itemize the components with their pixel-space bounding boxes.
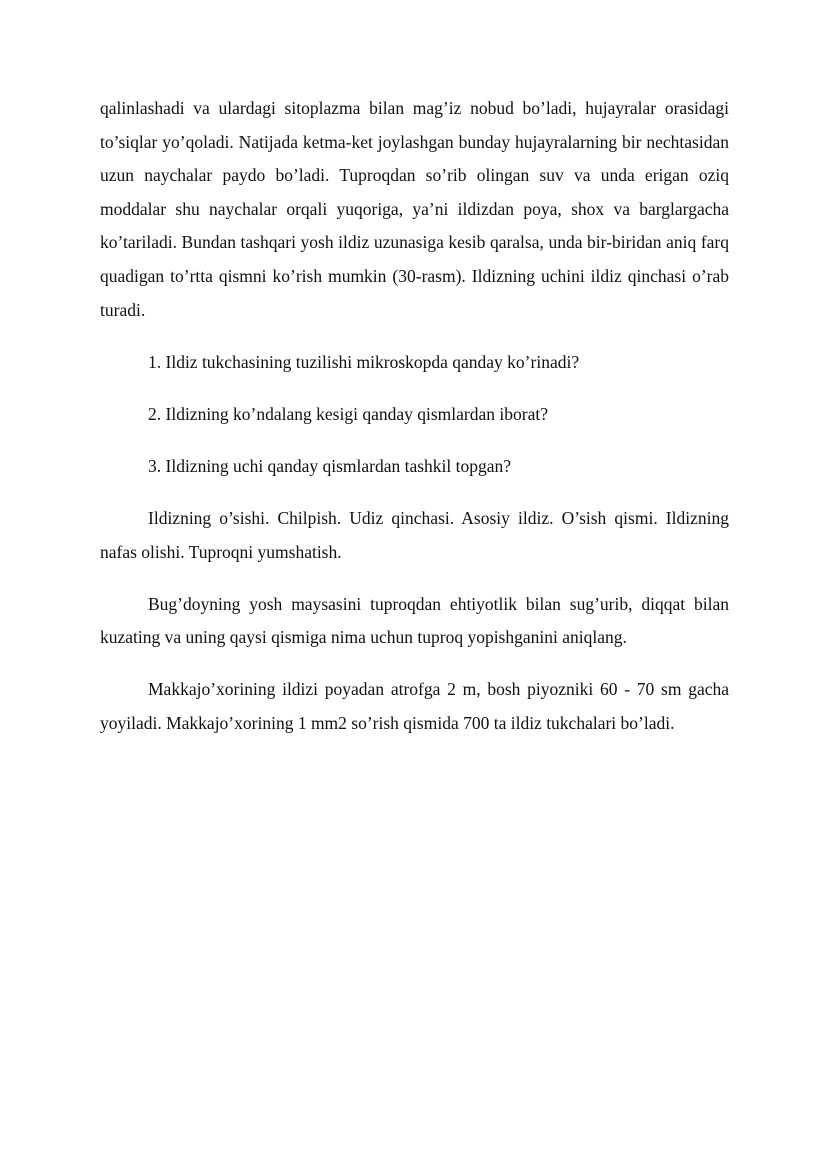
paragraph-key-terms: Ildizning o’sishi. Chilpish. Udiz qinchasi. Asosiy ildiz. O’sish qismi. Ildizning nafas olishi. Tuproqni yumshatish. [100, 507, 729, 562]
question-2: 2. Ildizning ko’ndalang kesigi qanday qismlardan iborat? [148, 403, 548, 424]
paragraph-facts: Makkajo’xorining ildizi poyadan atrofga 2 m, bosh piyozniki 60 - 70 sm gacha yoyiladi. Makkajo’xorining 1 mm2 so’rish qismida 700 ta ildiz tukchalari bo’ladi. [100, 679, 729, 733]
page-body [100, 92, 729, 741]
question-1: 1. Ildiz tukchasining tuzilishi mikroskopda qanday ko’rinadi? [148, 351, 580, 372]
paragraph-task: Bug’doyning yosh maysasini tuproqdan ehtiyotlik bilan sug’urib, diqqat bilan kuzating va uning qaysi qismiga nima uchun tuproq yopishganini aniqlang. [100, 593, 729, 648]
question-3: 3. Ildizning uchi qanday qismlardan tashkil topgan? [148, 455, 512, 476]
paragraph-root-structure: qalinlashadi va ulardagi sitoplazma bilan mag’iz nobud bo’ladi, hujayralar orasidagi to’siqlar yo’qoladi. Natijada ketma-ket joylashgan bunday hujayralarning bir nechtasidan uzun naychalar paydo bo’ladi. Tuproqdan so’rib olingan suv va unda erigan oziq moddalar shu naychalar orqali yuqoriga, ya’ni ildizdan poya, shox va barglargacha ko’tariladi. Bundan tashqari yosh ildiz uzunasiga kesib qaralsa, unda bir-biridan aniq farq quadigan to’rtta qismni ko’rish mumkin (30-rasm). Ildizning uchini ildiz qinchasi o’rab turadi. [100, 98, 729, 320]
